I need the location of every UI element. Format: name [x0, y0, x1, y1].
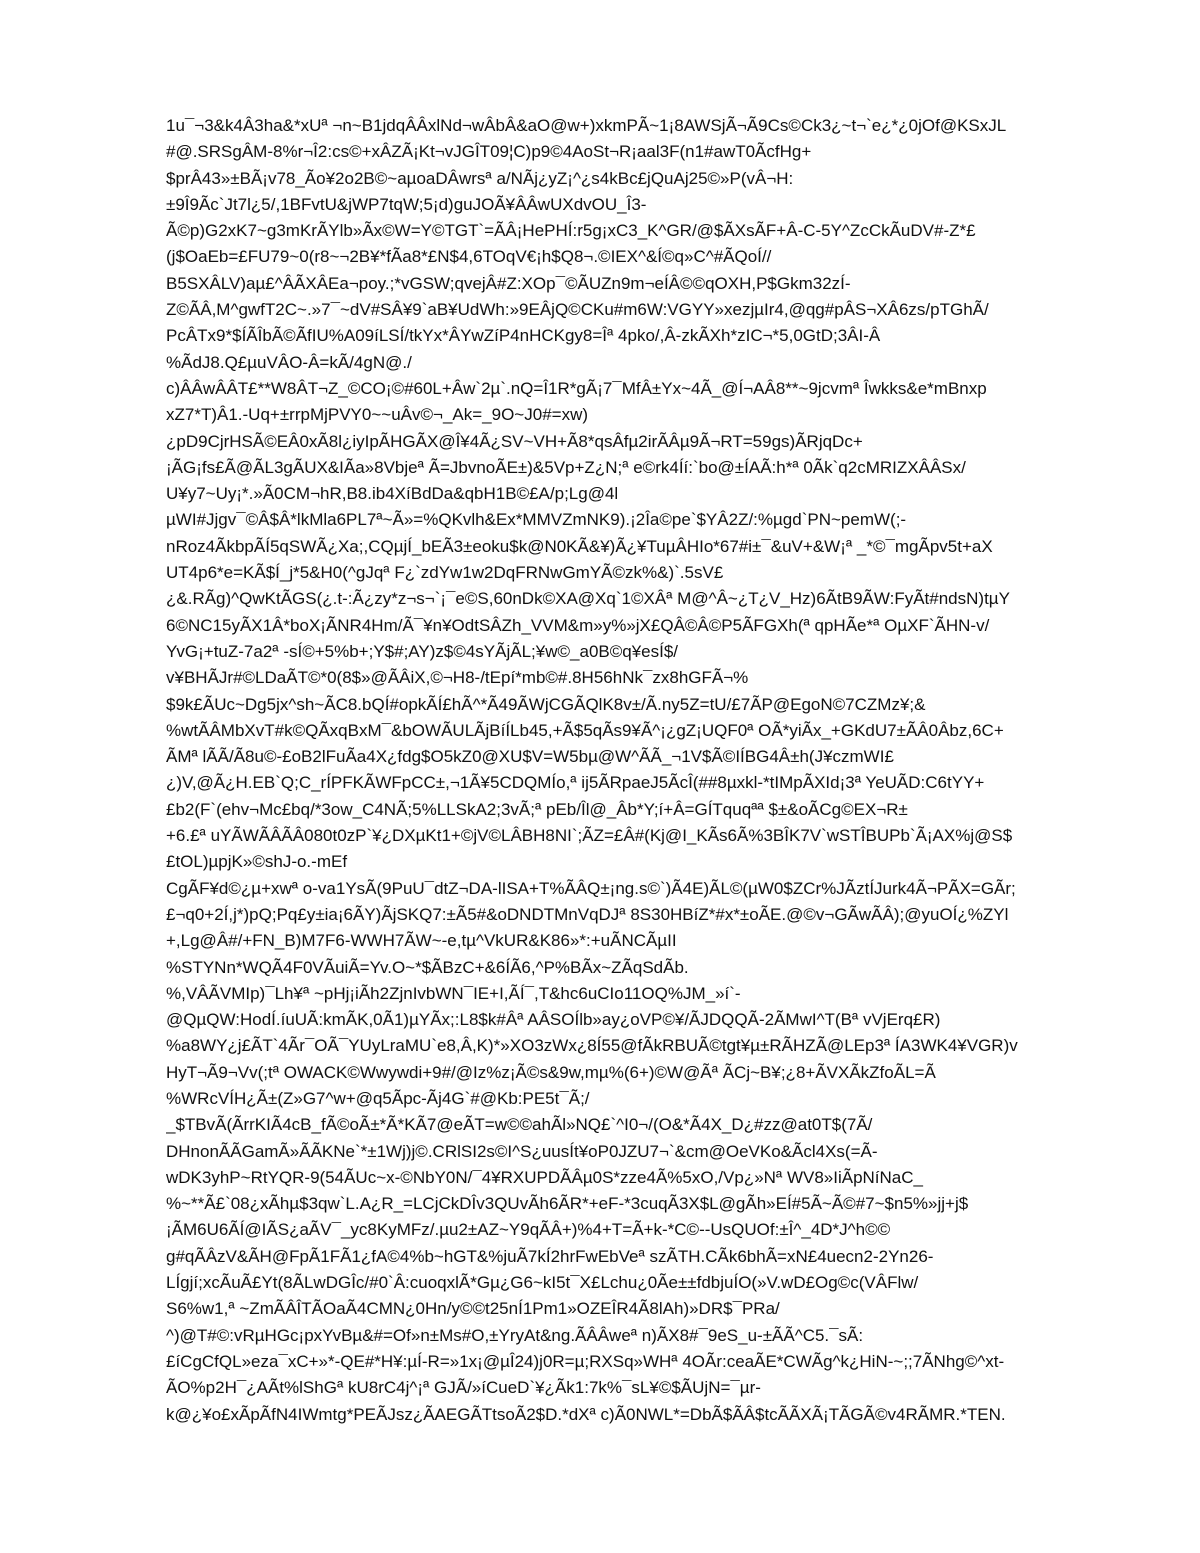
text-line: g#qÃÂzV&ÃH@FpÃ1FÃ1¿fA©4%b~hGT&%juÃ7kÍ2hrFwEbVeª szÃTH.CÃk6bhÃ=xN£4uecn2-2Yn26-	[166, 1246, 934, 1266]
text-line: v¥BHÃJr#©LDaÃT©*0(8$»@ÃÂiX,©¬H8-/tEpí*mb©#.8H56hNk¯zx8hGFÃ¬%	[166, 668, 749, 688]
text-line: ÃO%p2H¯¿AÃt%lShGª kU8rC4j^¡ª GJÃ/»íCueD`¥¿Ãk1:7k%¯sL¥©$ÃUjN=¯µr-	[166, 1378, 761, 1398]
text-line: +,Lg@Â#/+FN_B)M7F6-WWH7ÃW~-e,tµ^VkUR&K86»*:+uÃNCÃµII	[166, 931, 677, 951]
text-line: ¿)V,@Ã¿H.EB`Q;C_rÍPFKÃWFpCC±,¬1Ã¥5CDQMÍo,ª ij5ÃRpaeJ5ÃcÎ(##8µxkl-*tIMpÃXId¡3ª YeUÃD:C6tYY+	[166, 773, 985, 793]
text-line: %WRcVÍH¿Ã±(Z»G7^w+@q5Ãpc-Ãj4G`#@Kb:PE5t¯Ã;/	[166, 1088, 590, 1108]
text-line: ¿pD9CjrHSÃ©EÂ0xÃ8l¿iyIpÃHGÃX@Î¥4Ã¿SV~VH+Ã8*qsÂfµ2irÃÂµ9Ã¬RT=59gs)ÃRjqDc+	[166, 431, 863, 451]
text-line: $9k£ÃUc~Dg5jx^sh~ÃC8.bQÍ#opkÃÍ£hÃ^*Ã49ÃWjCGÃQlK8v±/Ã.ny5Z=tU/£7ÃP@EgoN©7CZMz¥;&	[166, 694, 926, 714]
text-line: 6©NC15yÃX1Â*boX¡ÃNR4Hm/Ã¯¥n¥OdtSÂZh_VVM&m»y%»jX£QÂ©Â©P5ÃFGXh(ª qpHÃe*ª OµXF`ÃHN-v/	[166, 615, 990, 635]
text-line: %ÃdJ8.Q£µuVÂO-Â=kÃ/4gN@./	[166, 352, 412, 372]
text-line: PcÂTx9*$ÍÃÎbÃ©ÃfIU%A09íLSÍ/tkYx*ÂYwZíP4nHCKgy8=Îª 4pko/,Â-zkÃXh*zIC¬*5,0GtD;3ÂI-Â	[166, 326, 881, 346]
text-line: @QµQW:HodÍ.íuUÃ:kmÃK,0Ã1)µYÃx;:L8$k#Âª AÂSOÍlb»ay¿oVP©¥/ÃJDQQÃ-2ÃMwI^T(Bª vVjErq£R)	[166, 1010, 941, 1030]
text-line: S6%w1,ª ~ZmÃÂÎTÃOaÃ4CMN¿0Hn/y©©t25nÍ1Pm1»OZEÎR4Ã8lAh)»DR$¯PRa/	[166, 1299, 780, 1319]
text-line: %~**Ã£`08¿xÃhµ$3qw`L.A¿R_=LCjCkDÎv3QUvÃh6ÃR*+eF-*3cuqÃ3X$L@gÃh»EÍ#5Ã~Ã©#7~$n5%»jj+j$	[166, 1194, 969, 1214]
text-line: Ã©p)G2xK7~g3mKrÃYlb»Ãx©W=Y©TGT`=ÃÂ¡HePHÍ:r5g¡xC3_K^GR/@$ÃXsÃF+Â-C-5Y^ZcCkÃuDV#-Z*£	[166, 221, 976, 241]
text-line: £tOL)µpjK»©shJ-o.-mEf	[166, 852, 348, 872]
text-line: UT4p6*e=KÃ$Í_j*5&H0(^gJqª F¿`zdYw1w2DqFRNwGmYÃ©zk%&)`.5sV£	[166, 563, 724, 583]
text-line: ±9Î9Ãc`Jt7l¿5/,1BFvtU&jWP7tqW;5¡d)guJOÃ¥ÂÂwUXdvOU_Î3-	[166, 194, 647, 214]
text-line: #@.SRSgÂM-8%r¬Î2:cs©+xÂZÃ¡Kt¬vJGÎT09¦C)p9©4AoSt¬R¡aal3F(n1#awT0ÃcfHg+	[166, 142, 812, 162]
text-line: %,VÂÃVMIp)¯Lh¥ª ~pHj¡iÃh2ZjnIvbWN¯IE+I,ÃÍ¯,T&hc6uCIo11OQ%JM_»í`-	[166, 983, 741, 1003]
text-line: %wtÃÂMbXvT#k©QÃxqBxM¯&bOWÃULÃjBíÍLb45,+Ã$5qÃs9¥Ã^¡¿gZ¡UQF0ª OÃ*yiÃx_+GKdU7±ÃÂ0Âbz,6C+	[166, 720, 1004, 740]
text-line: LÍgjí;xcÃuÃ£Yt(8ÃLwDGÎc/#0`Â:cuoqxlÃ*Gµ¿G6~kI5t¯X£Lchu¿0Ãe±±fdbjuÍO(»V.wD£Og©c(VÂFlw/	[166, 1273, 919, 1293]
text-line: (j$OaEb=£FU79~0(r8~¬2B¥*fÃa8*£N$4,6TOqV€¡h$Q8¬.©IEX^&Í©q»C^#ÃQoÍ//	[166, 247, 772, 267]
text-line: %STYNn*WQÃ4F0VÃuiÃ=Yv.O~*$ÃBzC+&6ÍÃ6,^P%BÃx~ZÃqSdÃb.	[166, 957, 689, 977]
text-line: µWI#Jjgv¯©Â$Â*lkMla6PL7ª~Ã»=%QKvlh&Ex*MMVZmNK9).¡2Îa©pe`$YÂ2Z/:%µgd`PN~pemW(;-	[166, 510, 907, 530]
text-line: £¬q0+2Í,j*)pQ;Pq£y±ia¡6ÃY)ÃjSKQ7:±Ã5#&oDNDTMnVqDJª 8S30HBíZ*#x*±oÃE.@©v¬GÃwÃÂ);@yuOÍ¿%ZYl	[166, 904, 1009, 924]
text-line: 1u¯¬3&k4Â3ha&*xUª ¬n~B1jdqÂÂxlNd¬wÂbÂ&aO@w+)xkmPÃ~1¡8AWSjÃ¬Ã9Cs©Ck3¿~t¬`e¿*¿0jOf@KSxJL	[166, 116, 1007, 135]
text-line: k@¿¥o£xÃpÃfN4IWmtg*PEÃJsz¿ÃAEGÃTtsoÃ2$D.*dXª c)Ã0NWL*=DbÃ$ÃÂ$tcÃÃXÃ¡TÃGÃ©v4RÃMR.*TEN.	[166, 1404, 1006, 1424]
text-line: ^)@T#©:vRµHGc¡pxYvBµ&#=Of»n±Ms#O,±YryAt&ng.ÃÂÂweª n)ÃX8#¯9eS_u-±ÃÃ^C5.¯sÃ:	[166, 1325, 864, 1345]
text-line: ¡ÃG¡fs£Ã@ÃL3gÃUX&IÃa»8Vbjeª Ã=JbvnoÃE±)&5Vp+Z¿N;ª e©rk4Íí:`bo@±ÍAÃ:h*ª 0Ãk`q2cMRIZXÂÂSx/	[166, 457, 966, 477]
text-line: CgÃF¥d©¿µ+xwª o-va1YsÃ(9PuU¯dtZ¬DA-lISA+T%ÃÂQ±¡ng.s©`)Ã4E)ÃL©(µW0$ZCr%JÃztÍJurk4Ã¬PÃX=GÃr;	[166, 878, 1016, 898]
text-line: $prÂ43»±BÃ¡v78_Ão¥2o2B©~aµoaDÂwrsª a/NÃj¿yZ¡^¿s4kBc£jQuAj25©»P(vÂ¬H:	[166, 168, 794, 188]
text-line: %a8WY¿j£ÃT`4Ãr¯OÃ¯YUyLraMU`e8,Â,K)*»XO3zWx¿8Í55@fÃkRBUÃ©tgt¥µ±RÃHZÃ@LEp3ª ÍA3WK4¥VGR)v	[166, 1036, 1018, 1056]
text-line: ¡ÃM6U6ÃÍ@IÃS¿aÃV¯_yc8KyMFz/.µu2±AZ~Y9qÃÂ+)%4+T=Ã+k-*C©--UsQUOf:±Î^_4D*J^h©©	[166, 1220, 891, 1240]
text-line: B5SXÂLV)aµ£^ÂÃXÂEa¬poy.;*vGSW;qvejÂ#Z:XOp¯©ÃUZn9m¬eÍÂ©©qOXH,P$Gkm32zÍ-	[166, 273, 851, 293]
text-line: _$TBvÃ(ÃrrKIÃ4cB_fÃ©oÃ±*Ã*KÃ7@eÃT=w©©ahÃl»NQ£`^I0¬/(O&*Ã4X_D¿#zz@at0T$(7Ã/	[166, 1115, 873, 1135]
text-line: £íCgCfQL»eza¯xC+»*-QE#*H¥:µÍ-R=»1x¡@µÎ24)j0R=µ;RXSq»WHª 4OÃr:ceaÃE*CWÃg^k¿HiN-~;;7ÃNhg©^xt-	[166, 1351, 1005, 1371]
text-line: +6.£ª uYÃWÃÂÃÂ080t0zP`¥¿DXµKt1+©jV©LÂBH8NI`;ÃZ=£Â#(Kj@I_KÃs6Ã%3BÎK7V`wSTÎBUPb`Ã¡AX%j@S$	[166, 826, 1013, 846]
text-line: c)ÂÂwÂÂT£**W8ÂT¬Z_©CO¡©#60L+Âw`2µ`.nQ=Î1R*gÃ¡7¯MfÂ±Yx~4Ã_@Í¬AÂ8**~9jcvmª Îwkks&e*mBnxp	[166, 378, 987, 398]
text-line: xZ7*T)Â1.-Uq+±rrpMjPVY0~~uÂv©¬_Ak=_9O~J0#=xw)	[166, 405, 589, 425]
text-line: ¿&.RÃg)^QwKtÃGS(¿.t-:Ã¿zy*z¬s¬`¡¯e©S,60nDk©XA@Xq`1©XÂª M@^Â~¿T¿V_Hz)6ÃtB9ÃW:FyÃt#ndsN)tµY	[166, 589, 1010, 609]
text-line: HyT¬Ã9¬Vv(;tª OWACK©Wwywdi+9#/@Iz%z¡Ã©s&9w,mµ%(6+)©W@Ãª ÃCj~B¥;¿8+ÃVXÃkZfoÃL=Ã	[166, 1062, 936, 1082]
text-line: ÃMª lÃÃ/Ã8u©-£oB2lFuÃa4X¿fdg$O5kZ0@XU$V=W5bµ@W^ÃÃ_¬1V$Ã©IÍBG4Â±h(J¥czmWI£	[166, 747, 894, 767]
text-line: YvG¡+tuZ-7a2ª -sÍ©+5%b+;Y$#;AY)z$©4sYÃjÃL;¥w©_a0B©q¥esÍ$/	[166, 641, 679, 661]
text-line: DHnonÃÃGamÃ»ÃÃKNe`*±1Wj)j©.CRlSI2s©I^S¿uusÍt¥oP0JZU7¬`&cm@OeVKo&Ãcl4Xs(=Ã-	[166, 1141, 878, 1161]
text-line: £b2(F`(ehv¬Mc£bq/*3ow_C4NÃ;5%LLSkA2;3vÃ;ª pEb/Îl@_Âb*Y;í+Â=GÍTquqªª $±&oÃCg©EX¬R±	[166, 799, 908, 819]
text-line: U¥y7~Uy¡*.»Ã0CM¬hR,B8.ib4XíBdDa&qbH1B©£A/p;Lg@4l	[166, 484, 619, 504]
text-line: Z©ÃÂ,M^gwfT2C~.»7¯~dV#SÂ¥9`aB¥UdWh:»9EÂjQ©CKu#m6W:VGYY»xezjµIr4,@qg#pÂS¬XÂ6zs/pTGhÃ/	[166, 300, 989, 320]
text-line: wDK3yhP~RtYQR-9(54ÃUc~x-©NbY0N/¯4¥RXUPDÃÂµ0S*zze4Ã%5xO,/Vp¿»Nª WV8»IiÃpNíNaC_	[166, 1167, 923, 1187]
text-line: nRoz4ÃkbpÃÍ5qSWÃ¿Xa;,CQµjÍ_bEÃ3±eoku$k@N0KÃ&¥)Ã¿¥TuµÂHIo*67#i±¯&uV+&W¡ª _*©¯mgÃpv5t+aX	[166, 536, 993, 556]
garbled-text-block	[166, 113, 1126, 1428]
